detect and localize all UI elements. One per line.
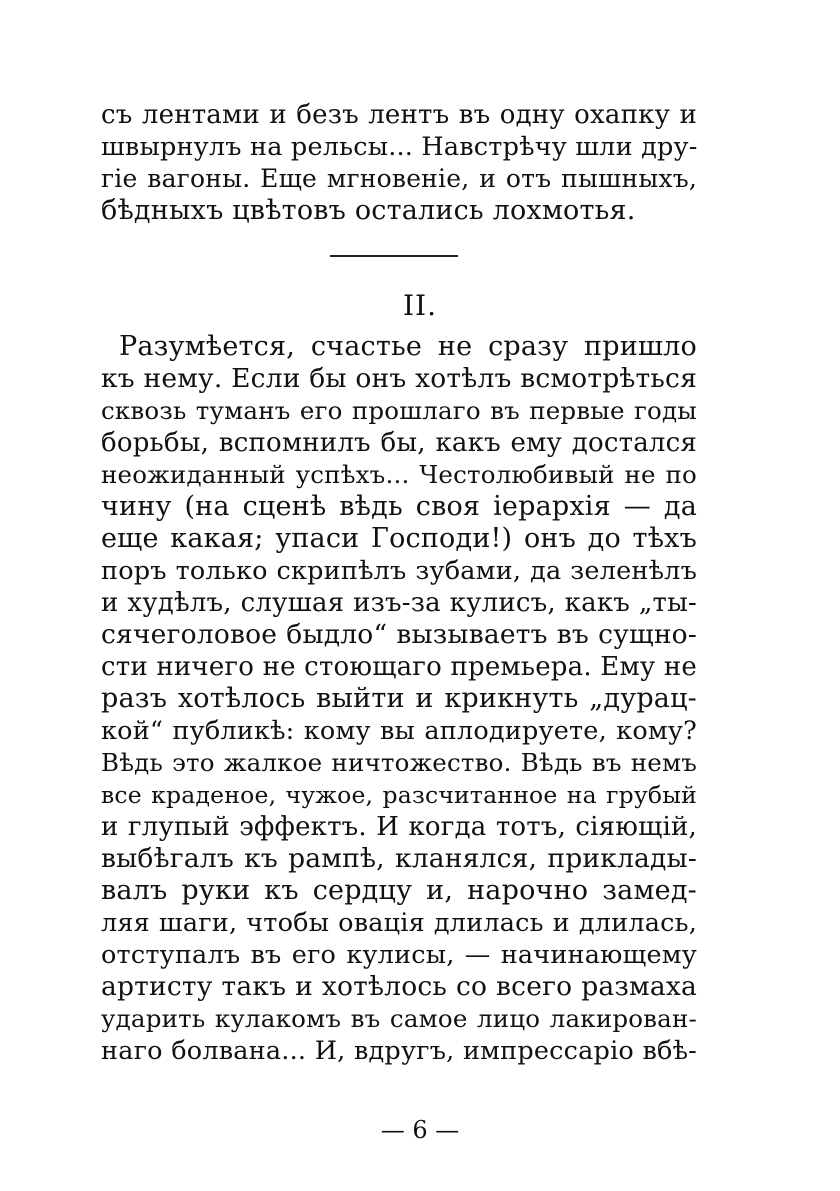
text-line: ляя шаги, чтобы овація длилась и длилась,	[101, 908, 697, 938]
text-line: валъ руки къ сердцу и, нарочно замед-	[101, 875, 697, 906]
text-line: отступалъ въ его кулисы, — начинающему	[101, 940, 697, 970]
text-line: выбѣгалъ къ рампѣ, кланялся, приклады-	[101, 843, 697, 874]
text-line: сквозь туманъ его прошлаго въ первые годы	[101, 396, 697, 425]
section-heading: II.	[402, 289, 438, 322]
text-line: и глупый эффектъ. И когда тотъ, сіяющій,	[101, 812, 697, 842]
section-divider-rule	[330, 255, 458, 257]
text-line: кой“ публикѣ: кому вы аплодируете, кому?	[101, 716, 697, 746]
text-line: бѣдныхъ цвѣтовъ остались лохмотья.	[101, 195, 636, 226]
text-line: и худѣлъ, слушая изъ-за кулисъ, какъ „ты-	[101, 588, 697, 618]
paragraph-1	[101, 99, 697, 227]
text-line: съ лентами и безъ лентъ въ одну охапку и	[101, 100, 697, 130]
page-number: — 6 —	[380, 1116, 460, 1144]
text-line: Вѣдь это жалкое ничтожество. Вѣдь въ немъ	[101, 748, 697, 777]
text-line: борьбы, вспомнилъ бы, какъ ему достался	[101, 428, 697, 458]
text-line: ударить кулакомъ въ самое лицо лакирован-	[101, 1004, 697, 1033]
text-line: поръ только скрипѣлъ зубами, да зеленѣлъ	[101, 556, 697, 586]
text-line: Разумѣется, счастье не сразу пришло	[119, 331, 697, 362]
text-line: разъ хотѣлось выйти и крикнуть „дурац-	[101, 683, 697, 714]
text-line: къ нему. Если бы онъ хотѣлъ всмотрѣться	[101, 363, 697, 394]
text-line: сячеголовое быдло“ вызываетъ въ сущно-	[101, 619, 697, 650]
text-line: еще какая; упаси Господи!) онъ до тѣхъ	[101, 523, 697, 554]
text-line: артисту такъ и хотѣлось со всего размаха	[101, 971, 697, 1002]
text-line: все краденое, чужое, разсчитанное на грубый	[101, 781, 697, 809]
text-line: неожиданный успѣхъ... Честолюбивый не по	[101, 460, 697, 489]
text-line: чину (на сценѣ вѣдь своя іерархія — да	[101, 491, 697, 522]
text-line: сти ничего не стоющаго премьера. Ему не	[101, 652, 697, 682]
text-line: наго болвана... И, вдругъ, импрессаріо вбѣ-	[101, 1036, 697, 1066]
text-line: швырнулъ на рельсы... Навстрѣчу шли дру-	[101, 132, 698, 162]
paragraph-2	[101, 331, 697, 1067]
text-line: гіе вагоны. Еще мгновеніе, и отъ пышныхъ,	[101, 164, 697, 193]
